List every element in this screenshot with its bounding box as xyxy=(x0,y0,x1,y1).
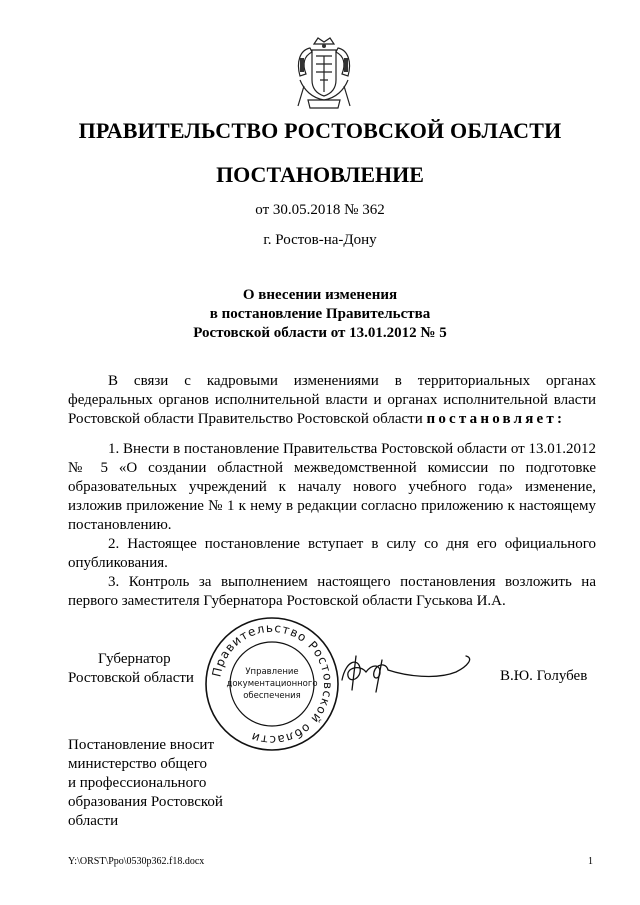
stamp-inner-line: обеспечения xyxy=(243,691,301,701)
document-type: ПОСТАНОВЛЕНИЕ xyxy=(216,162,424,187)
signatory-name: В.Ю. Голубев xyxy=(500,668,588,684)
signatory-position xyxy=(68,650,208,688)
handwritten-signature xyxy=(336,650,484,694)
document-date-number: от 30.05.2018 № 362 xyxy=(255,202,385,218)
note-line: области xyxy=(68,813,119,829)
subject-line: в постановление Правительства xyxy=(209,306,431,322)
government-title: ПРАВИТЕЛЬСТВО РОСТОВСКОЙ ОБЛАСТИ xyxy=(78,118,562,143)
preamble-text: В связи с кадровыми изменениями в территориальных органах федеральных органов исполнительной власти и органах исполнительной власти Ростовской области Правительство Ростовской области xyxy=(68,373,596,427)
note-line: Постановление вносит xyxy=(68,737,215,753)
subject-line: Ростовской области от 13.01.2012 № 5 xyxy=(193,325,447,341)
decree-item: 3. Контроль за выполнением настоящего постановления возложить на первого заместителя Губернатора Ростовской области Гуськова И.А. xyxy=(68,574,596,609)
document-subject xyxy=(0,286,640,343)
footer-file-path: Y:\ORST\Ppo\0530p362.f18.docx xyxy=(68,856,205,867)
page-number: 1 xyxy=(588,856,593,867)
stamp-inner-line: Управление xyxy=(245,667,299,677)
note-line: и профессионального xyxy=(68,775,207,791)
decree-item: 1. Внести в постановление Правительства Ростовской области от 13.01.2012 № 5 «О создании областной межведомственной комиссии по подготовке образовательных учреждений к началу нового учебного года» изменение, изложив приложение № 1 к нему в редакции согласно приложению к настоящему постановлению. xyxy=(68,441,596,533)
position-line: Губернатор xyxy=(98,651,171,667)
preamble-paragraph xyxy=(68,372,596,429)
decree-items xyxy=(68,440,596,611)
stamp-ring-text: Правительство Ростовской области xyxy=(209,620,336,748)
document-place: г. Ростов-на-Дону xyxy=(263,232,377,248)
decree-item: 2. Настоящее постановление вступает в силу со дня его официального опубликования. xyxy=(68,536,596,571)
subject-line: О внесении изменения xyxy=(242,287,398,303)
official-stamp xyxy=(202,614,342,754)
submitted-by-note xyxy=(68,736,268,831)
rostov-coat-of-arms-icon xyxy=(290,36,358,112)
stamp-inner-line: документационного xyxy=(226,679,318,689)
note-line: министерство общего xyxy=(68,756,208,772)
decree-word: постановляет: xyxy=(426,411,566,427)
note-line: образования Ростовской xyxy=(68,794,223,810)
position-line: Ростовской области xyxy=(68,670,194,686)
